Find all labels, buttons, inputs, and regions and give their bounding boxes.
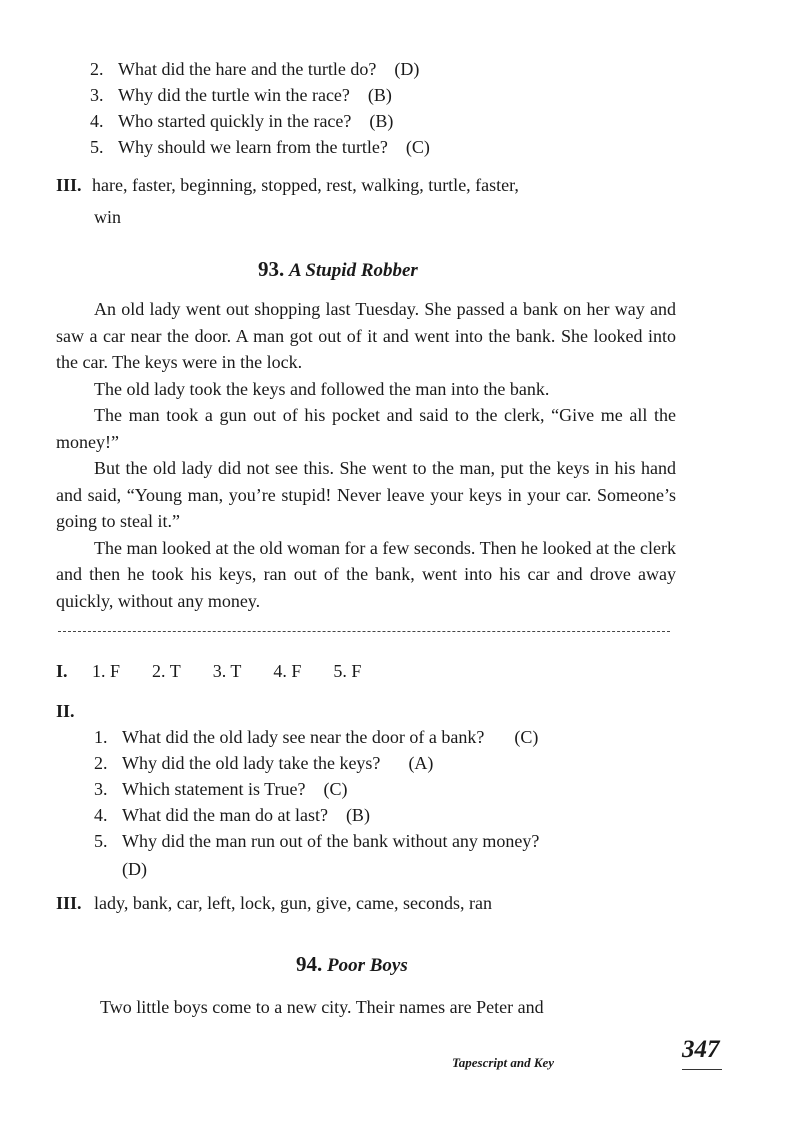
tf-answer: 2. T xyxy=(152,661,181,681)
paragraph: An old lady went out shopping last Tuesday. She passed a bank on her way and saw a car near the door. A man got out of it and went into the bank. She looked into the car. The keys were in the lock. xyxy=(56,299,676,372)
tf-answer: 1. F xyxy=(92,661,121,681)
question-number: 5. xyxy=(90,137,104,157)
key-section1 xyxy=(56,660,393,682)
story-94-heading xyxy=(296,952,408,977)
word-list: hare, faster, beginning, stopped, rest, walking, turtle, faster, xyxy=(92,175,519,195)
story-93-heading xyxy=(258,257,418,282)
question-text: Which statement is True? xyxy=(122,779,306,799)
tf-answer: 5. F xyxy=(333,661,362,681)
question-number: 1. xyxy=(94,727,108,747)
key-question-4 xyxy=(94,804,370,826)
key-question-1 xyxy=(94,726,538,748)
paragraph: But the old lady did not see this. She went to the man, put the keys in his hand and said, “Young man, you’re stupid! Never leave your keys in your car. Someone’s going to steal it.” xyxy=(56,458,676,531)
question-number: 5. xyxy=(94,831,108,851)
running-footer: Tapescript and Key xyxy=(452,1055,555,1070)
prev-question-4 xyxy=(90,110,393,132)
question-text: What did the hare and the turtle do? xyxy=(118,59,377,79)
page-number: 347 xyxy=(682,1036,720,1063)
question-text: Why did the man run out of the bank without any money? xyxy=(122,831,540,851)
tf-answer: 3. T xyxy=(212,661,242,681)
key-section2-label xyxy=(56,700,75,722)
answer-choice: (A) xyxy=(408,753,434,773)
word-list: lady, bank, car, left, lock, gun, give, came, seconds, ran xyxy=(94,893,492,913)
question-number: 3. xyxy=(94,779,108,799)
answer-choice: (D) xyxy=(394,59,420,79)
paragraph: The man took a gun out of his pocket and said to the clerk, “Give me all the money!” xyxy=(56,405,676,452)
question-text: Why did the turtle win the race? xyxy=(118,85,350,105)
story-number: 93. xyxy=(258,257,285,281)
page-number-rule xyxy=(682,1069,722,1070)
story-number: 94. xyxy=(296,952,323,976)
question-text: Who started quickly in the race? xyxy=(118,111,352,131)
story-title: Poor Boys xyxy=(327,955,408,976)
answer-choice: (B) xyxy=(345,805,370,825)
key-question-2 xyxy=(94,752,433,774)
question-text: Why did the old lady take the keys? xyxy=(122,753,381,773)
question-number: 4. xyxy=(90,111,104,131)
question-number: 2. xyxy=(90,59,104,79)
key-question-5 xyxy=(94,830,539,852)
key-section3 xyxy=(56,892,492,914)
paragraph: The old lady took the keys and followed the man into the bank. xyxy=(94,378,550,399)
key-question-5-answer: (D) xyxy=(122,859,147,879)
section-label: III. xyxy=(56,893,82,913)
prev-question-3 xyxy=(90,84,392,106)
prev-question-2 xyxy=(90,58,419,80)
story-title: A Stupid Robber xyxy=(289,260,418,281)
question-number: 3. xyxy=(90,85,104,105)
answer-choice: (C) xyxy=(405,137,430,157)
key-question-3 xyxy=(94,778,347,800)
story-93-text xyxy=(56,296,676,614)
prev-question-5 xyxy=(90,136,430,158)
answer-choice: (C) xyxy=(514,727,539,747)
answer-choice: (C) xyxy=(323,779,348,799)
tf-answer: 4. F xyxy=(273,661,302,681)
question-number: 2. xyxy=(94,753,108,773)
answer-choice: (B) xyxy=(367,85,392,105)
section-label: III. xyxy=(56,175,82,195)
separator-line xyxy=(58,631,670,632)
question-number: 4. xyxy=(94,805,108,825)
section-label: I. xyxy=(56,661,68,681)
prev-section3 xyxy=(56,174,519,196)
question-text: What did the old lady see near the door of a bank? xyxy=(122,727,485,747)
section-label: II. xyxy=(56,701,75,721)
question-text: What did the man do at last? xyxy=(122,805,328,825)
answer-choice: (B) xyxy=(369,111,394,131)
paragraph: The man looked at the old woman for a few seconds. Then he looked at the clerk and then he took his keys, ran out of the bank, went into his car and drove away quickly, without any money. xyxy=(56,537,676,611)
story-94-first-line: Two little boys come to a new city. Their names are Peter and xyxy=(100,997,544,1017)
question-text: Why should we learn from the turtle? xyxy=(118,137,388,157)
prev-section3-continued: win xyxy=(94,207,121,227)
